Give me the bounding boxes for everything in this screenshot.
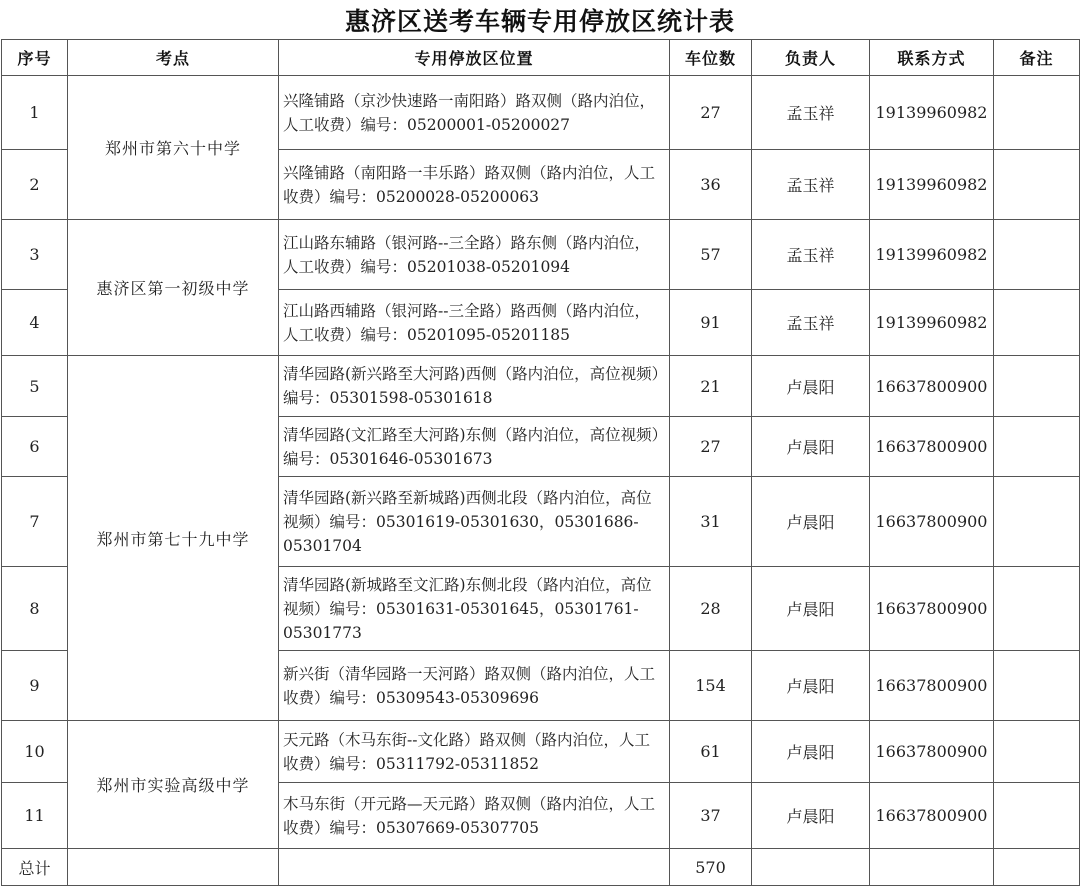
row-no: 8 xyxy=(2,567,68,651)
row-location: 木马东街（开元路—天元路）路双侧（路内泊位，人工收费）编号：05307669-05307705 xyxy=(279,783,670,849)
exam-site: 郑州市第六十中学 xyxy=(68,76,279,220)
row-location: 清华园路(新兴路至新城路)西侧北段（路内泊位，高位视频）编号：05301619-05301630，05301686-05301704 xyxy=(279,477,670,567)
header-person: 负责人 xyxy=(752,40,870,76)
total-row xyxy=(2,849,1080,886)
row-note xyxy=(994,290,1080,356)
table-title: 惠济区送考车辆专用停放区统计表 xyxy=(344,6,735,36)
row-person: 孟玉祥 xyxy=(752,76,870,150)
header-site: 考点 xyxy=(68,40,279,76)
row-phone: 16637800900 xyxy=(870,783,994,849)
row-note xyxy=(994,76,1080,150)
table-row xyxy=(2,76,1080,150)
row-phone: 19139960982 xyxy=(870,220,994,290)
row-location: 新兴街（清华园路一天河路）路双侧（路内泊位，人工收费）编号：05309543-05309696 xyxy=(279,651,670,721)
row-note xyxy=(994,721,1080,783)
header-no: 序号 xyxy=(2,40,68,76)
row-person: 孟玉祥 xyxy=(752,290,870,356)
row-no: 2 xyxy=(2,150,68,220)
row-no: 7 xyxy=(2,477,68,567)
row-phone: 19139960982 xyxy=(870,150,994,220)
row-note xyxy=(994,356,1080,417)
row-no: 3 xyxy=(2,220,68,290)
row-note xyxy=(994,783,1080,849)
row-person: 卢晨阳 xyxy=(752,783,870,849)
row-note xyxy=(994,567,1080,651)
header-note: 备注 xyxy=(994,40,1080,76)
row-spaces: 21 xyxy=(670,356,752,417)
row-no: 1 xyxy=(2,76,68,150)
row-note xyxy=(994,477,1080,567)
row-no: 11 xyxy=(2,783,68,849)
row-spaces: 27 xyxy=(670,417,752,477)
exam-site: 郑州市实验高级中学 xyxy=(68,721,279,849)
row-phone: 16637800900 xyxy=(870,651,994,721)
row-no: 6 xyxy=(2,417,68,477)
total-spaces: 570 xyxy=(670,849,752,886)
table-row xyxy=(2,220,1080,290)
row-person: 卢晨阳 xyxy=(752,477,870,567)
row-phone: 19139960982 xyxy=(870,290,994,356)
row-phone: 16637800900 xyxy=(870,567,994,651)
row-phone: 16637800900 xyxy=(870,477,994,567)
row-location: 清华园路(新城路至文汇路)东侧北段（路内泊位，高位视频）编号：05301631-05301645，05301761-05301773 xyxy=(279,567,670,651)
row-person: 卢晨阳 xyxy=(752,721,870,783)
row-note xyxy=(994,651,1080,721)
table-row xyxy=(2,356,1080,417)
row-location: 江山路西辅路（银河路--三全路）路西侧（路内泊位，人工收费）编号：05201095-05201185 xyxy=(279,290,670,356)
total-empty-location xyxy=(279,849,670,886)
row-phone: 19139960982 xyxy=(870,76,994,150)
row-location: 清华园路(文汇路至大河路)东侧（路内泊位，高位视频）编号：05301646-05301673 xyxy=(279,417,670,477)
header-row xyxy=(2,40,1080,76)
header-spaces: 车位数 xyxy=(670,40,752,76)
row-phone: 16637800900 xyxy=(870,417,994,477)
row-spaces: 36 xyxy=(670,150,752,220)
row-no: 9 xyxy=(2,651,68,721)
row-person: 卢晨阳 xyxy=(752,651,870,721)
row-person: 卢晨阳 xyxy=(752,356,870,417)
row-spaces: 27 xyxy=(670,76,752,150)
row-location: 兴隆铺路（京沙快速路一南阳路）路双侧（路内泊位，人工收费）编号：05200001-05200027 xyxy=(279,76,670,150)
parking-table xyxy=(1,39,1080,886)
row-location: 清华园路(新兴路至大河路)西侧（路内泊位，高位视频）编号：05301598-05301618 xyxy=(279,356,670,417)
total-empty-person xyxy=(752,849,870,886)
row-note xyxy=(994,150,1080,220)
exam-site: 郑州市第七十九中学 xyxy=(68,356,279,721)
row-no: 10 xyxy=(2,721,68,783)
row-spaces: 57 xyxy=(670,220,752,290)
row-person: 孟玉祥 xyxy=(752,220,870,290)
total-empty-phone xyxy=(870,849,994,886)
row-note xyxy=(994,417,1080,477)
total-empty-site xyxy=(68,849,279,886)
row-spaces: 91 xyxy=(670,290,752,356)
row-spaces: 154 xyxy=(670,651,752,721)
total-label: 总计 xyxy=(2,849,68,886)
row-person: 卢晨阳 xyxy=(752,417,870,477)
row-note xyxy=(994,220,1080,290)
row-no: 5 xyxy=(2,356,68,417)
header-location: 专用停放区位置 xyxy=(279,40,670,76)
row-spaces: 28 xyxy=(670,567,752,651)
row-phone: 16637800900 xyxy=(870,721,994,783)
header-phone: 联系方式 xyxy=(870,40,994,76)
row-no: 4 xyxy=(2,290,68,356)
exam-site: 惠济区第一初级中学 xyxy=(68,220,279,356)
row-location: 江山路东辅路（银河路--三全路）路东侧（路内泊位，人工收费）编号：05201038-05201094 xyxy=(279,220,670,290)
table-row xyxy=(2,721,1080,783)
row-person: 卢晨阳 xyxy=(752,567,870,651)
row-person: 孟玉祥 xyxy=(752,150,870,220)
row-spaces: 31 xyxy=(670,477,752,567)
row-phone: 16637800900 xyxy=(870,356,994,417)
row-location: 天元路（木马东街--文化路）路双侧（路内泊位，人工收费）编号：05311792-05311852 xyxy=(279,721,670,783)
row-spaces: 37 xyxy=(670,783,752,849)
total-empty-note xyxy=(994,849,1080,886)
row-location: 兴隆铺路（南阳路一丰乐路）路双侧（路内泊位，人工收费）编号：05200028-05200063 xyxy=(279,150,670,220)
row-spaces: 61 xyxy=(670,721,752,783)
